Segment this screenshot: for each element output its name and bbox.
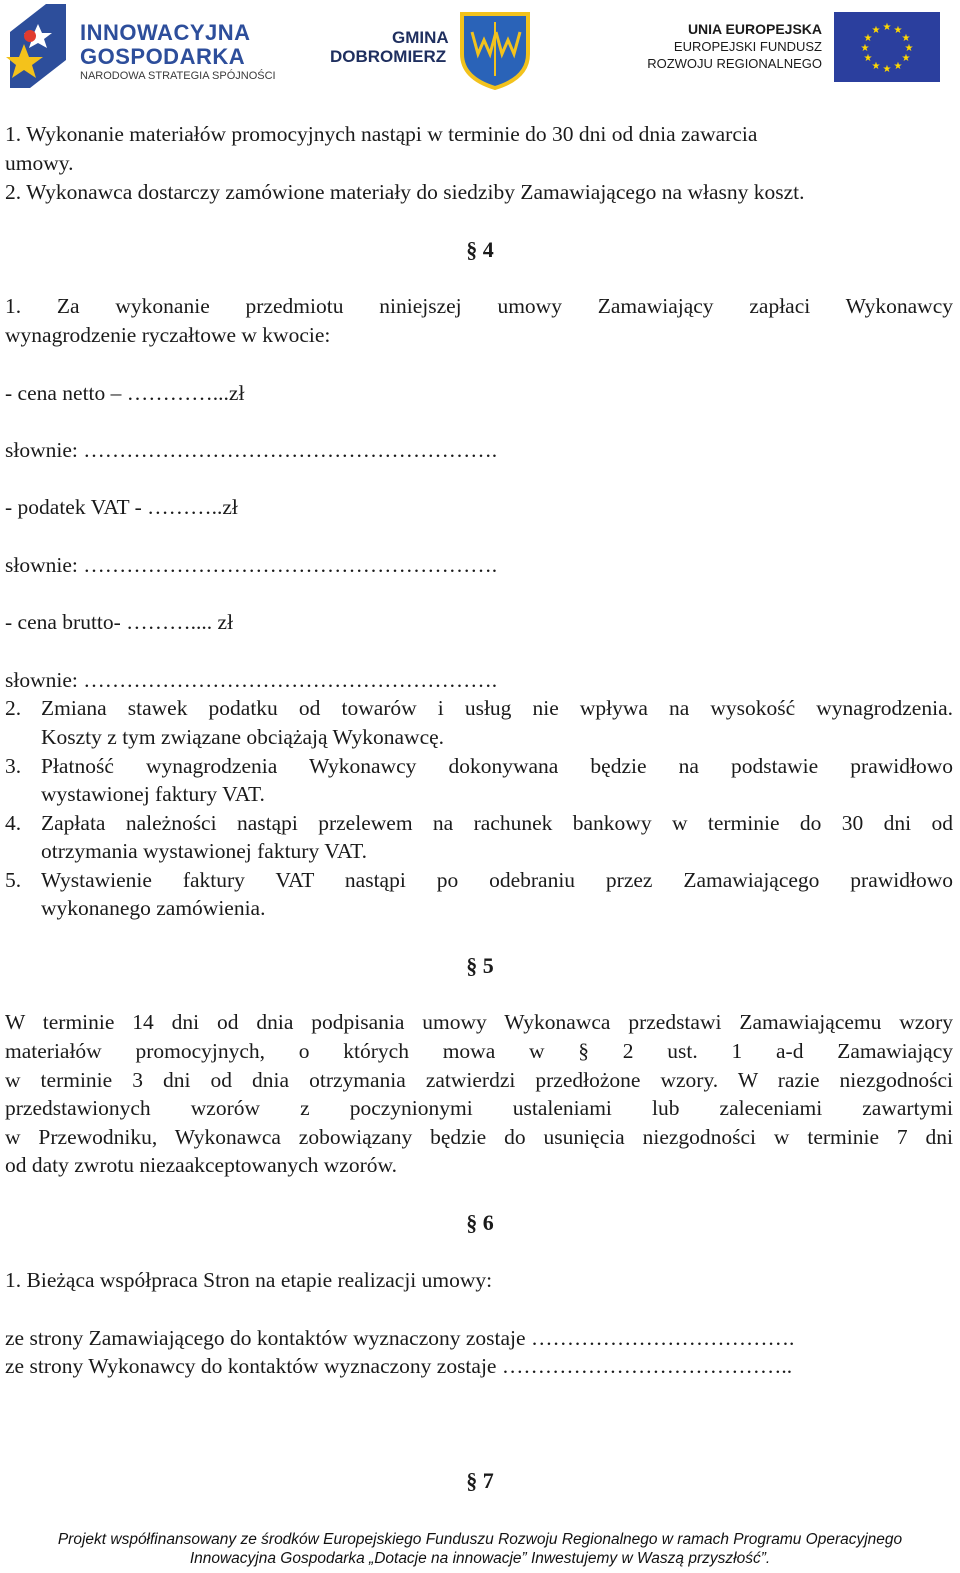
svg-text:★: ★ <box>901 33 911 44</box>
sec4-item-2-line2: Koszty z tym związane obciążają Wykonawcę. <box>41 725 445 749</box>
innowacyjna-gospodarka-star-logo <box>6 2 70 88</box>
sec4-item-3-line1: Płatność wynagrodzenia Wykonawcy dokonywana będzie na podstawie prawidłowo <box>41 754 953 778</box>
section-7-heading: § 7 <box>466 1468 494 1493</box>
sec4-item1-line2: wynagrodzenie ryczałtowe w kwocie: <box>5 323 331 347</box>
contact-wykonawca-line: ze strony Wykonawcy do kontaktów wyznaczony zostaje ………………………………….. <box>5 1354 793 1378</box>
sec4-item-4-line1: Zapłata należności nastąpi przelewem na rachunek bankowy w terminie do 30 dni od <box>41 811 953 835</box>
section-6-heading: § 6 <box>466 1210 494 1235</box>
ue-title: UNIA EUROPEJSKA <box>687 21 822 37</box>
section-5-heading: § 5 <box>466 953 494 978</box>
sec4-item-3-line2: wystawionej faktury VAT. <box>41 782 265 806</box>
sec4-item-4-number: 4. <box>5 811 22 835</box>
gmina-name: DOBROMIERZ <box>330 47 447 66</box>
svg-text:★: ★ <box>901 53 911 64</box>
sec3-item2: 2. Wykonawca dostarczy zamówione materiały do siedziby Zamawiającego na własny koszt. <box>5 180 805 204</box>
gmina-dobromierz-crest <box>458 10 532 90</box>
sec5-line-2: materiałów promocyjnych, o których mowa w § 2 ust. 1 a-d Zamawiający <box>5 1039 953 1063</box>
contact-zamawiajacy-line: ze strony Zamawiającego do kontaktów wyznaczony zostaje ………………………………. <box>5 1326 795 1350</box>
sec4-item1-line1: 1. Za wykonanie przedmiotu niniejszej umowy Zamawiający zapłaci Wykonawcy <box>5 294 953 318</box>
ue-fund-line2: ROZWOJU REGIONALNEGO <box>647 56 822 71</box>
price-netto-words-line: słownie: …………………………………………………. <box>5 438 498 462</box>
ig-title-line1: INNOWACYJNA <box>80 20 251 45</box>
unia-europejska-logo <box>640 10 940 84</box>
svg-text:★: ★ <box>882 22 892 33</box>
footer-line-2: Innowacyjna Gospodarka „Dotacje na innowacje” Inwestujemy w Waszą przyszłość”. <box>189 1550 771 1567</box>
svg-text:★: ★ <box>863 53 873 64</box>
price-netto-line: - cena netto – …………...zł <box>5 381 245 405</box>
sec5-line-6: od daty zwrotu niezaakceptowanych wzorów. <box>5 1153 398 1177</box>
sec6-item1: 1. Bieżąca współpraca Stron na etapie realizacji umowy: <box>5 1268 493 1292</box>
sec4-item-5-number: 5. <box>5 868 22 892</box>
sec4-item-5-line1: Wystawienie faktury VAT nastąpi po odebraniu przez Zamawiającego prawidłowo <box>41 868 953 892</box>
vat-line: - podatek VAT - ………..zł <box>5 495 238 519</box>
ig-title-line2: GOSPODARKA <box>80 44 246 69</box>
svg-text:★: ★ <box>893 25 903 36</box>
svg-text:★: ★ <box>860 43 870 54</box>
svg-text:★: ★ <box>863 33 873 44</box>
sec5-line-3: w terminie 3 dni od dnia otrzymania zatwierdzi przedłożone wzory. W razie niezgodności <box>5 1068 953 1092</box>
sec4-item-2-number: 2. <box>5 696 22 720</box>
price-brutto-words-line: słownie: …………………………………………………. <box>5 668 498 692</box>
header-logo-bar <box>0 0 960 92</box>
sec5-line-1: W terminie 14 dni od dnia podpisania umowy Wykonawca przedstawi Zamawiającemu wzory <box>5 1010 953 1034</box>
sec3-item1-line2: umowy. <box>5 151 74 175</box>
svg-text:★: ★ <box>893 61 903 72</box>
gmina-dobromierz-logo <box>330 10 540 90</box>
sec3-item1-line1: 1. Wykonanie materiałów promocyjnych nastąpi w terminie do 30 dni od dnia zawarcia <box>5 122 758 146</box>
sec4-item-4-line2: otrzymania wystawionej faktury VAT. <box>41 839 368 863</box>
sec4-item-3-number: 3. <box>5 754 22 778</box>
svg-text:★: ★ <box>871 25 881 36</box>
gmina-label: GMINA <box>392 28 449 47</box>
sec4-item-5-line2: wykonanego zamówienia. <box>41 896 266 920</box>
sec5-line-5: w Przewodniku, Wykonawca zobowiązany będzie do usunięcia niezgodności w terminie 7 dni <box>5 1125 953 1149</box>
eu-flag <box>834 12 940 82</box>
svg-text:★: ★ <box>882 64 892 75</box>
sec5-line-4: przedstawionych wzorów z poczynionymi ustaleniami lub zaleceniami zawartymi <box>5 1096 953 1120</box>
sec4-item-2-line1: Zmiana stawek podatku od towarów i usług nie wpływa na wysokość wynagrodzenia. <box>41 696 953 720</box>
svg-text:★: ★ <box>871 61 881 72</box>
ue-fund-line1: EUROPEJSKI FUNDUSZ <box>673 39 822 54</box>
price-brutto-line: - cena brutto- ……….... zł <box>5 610 234 634</box>
vat-words-line: słownie: …………………………………………………. <box>5 553 498 577</box>
footer-line-1: Projekt współfinansowany ze środków Europejskiego Funduszu Rozwoju Regionalnego w ramach Programu Operacyjnego <box>57 1531 903 1548</box>
svg-text:★: ★ <box>904 43 914 54</box>
ig-subtitle: NARODOWA STRATEGIA SPÓJNOŚCI <box>80 70 276 82</box>
innowacyjna-gospodarka-logo <box>6 2 276 88</box>
section-4-heading: § 4 <box>466 237 494 262</box>
